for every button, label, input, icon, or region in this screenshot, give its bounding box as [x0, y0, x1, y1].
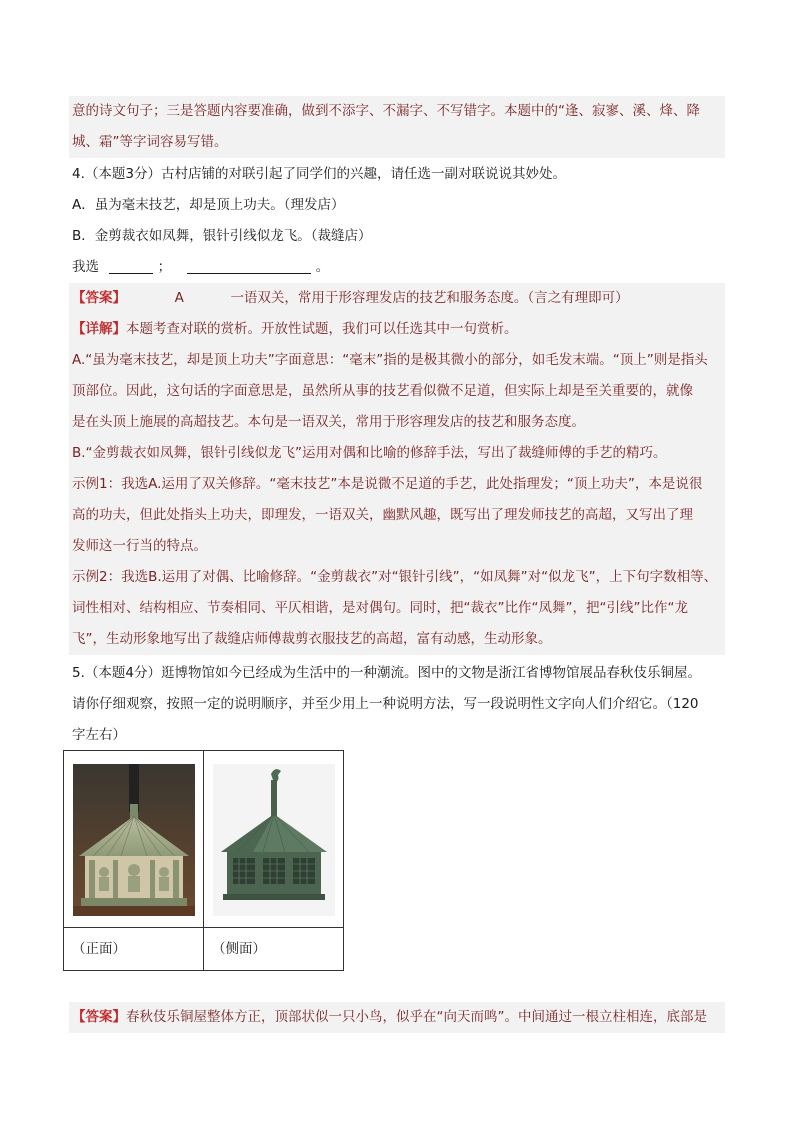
- question-4: [72, 159, 727, 283]
- artifact-figure-table: [63, 750, 344, 971]
- question-5-line: 字左右）: [72, 727, 126, 743]
- detail-intro-line: [69, 314, 725, 345]
- option-a: A．虽为毫末技艺，却是顶上功夫。（理发店）: [72, 197, 345, 213]
- answer-text: 一语双关，常用于形容理发店的技艺和服务态度。（言之有理即可）: [230, 290, 629, 306]
- option-b: B．金剪裁衣如凤舞，银针引线似龙飞。（裁缝店）: [72, 228, 372, 244]
- detail-line: 高的功夫，但此处指头上功夫，即理发，一语双关，幽默风趣，既写出了理发师技艺的高超，又写出了理: [72, 507, 693, 523]
- answer-5-line: [69, 1002, 725, 1033]
- answer-5-tag: 【答案】: [72, 1009, 126, 1025]
- explanation-line: 城、霜”等字词容易写错。: [72, 134, 228, 150]
- answer-tag: 【答案】: [72, 290, 126, 306]
- detail-line: 发师这一行当的特点。: [72, 538, 207, 554]
- reason-blank[interactable]: [187, 257, 311, 274]
- detail-line: 顶部位。因此，这句话的字面意思是，虽然所从事的技艺看似微不足道，但实际上却是至关重要的，就像: [72, 383, 693, 399]
- question-5-line: 5.（本题4分）逛博物馆如今已经成为生活中的一种潮流。图中的文物是浙江省博物馆展品春秋伎乐铜屋。: [72, 665, 701, 681]
- detail-line: B.“金剪裁衣如凤舞，银针引线似龙飞”运用对偶和比喻的修辞手法，写出了裁缝师傅的手艺的精巧。: [72, 445, 667, 461]
- choice-prefix: 我选: [72, 259, 99, 275]
- answer-5-text: 春秋伎乐铜屋整体方正，顶部状似一只小鸟，似乎在“向天而鸣”。中间通过一根立柱相连，底部是: [126, 1009, 707, 1025]
- question-5-line: 请你仔细观察，按照一定的说明顺序，并至少用上一种说明方法，写一段说明性文字向人们介绍它。（120: [72, 696, 699, 712]
- detail-line: 是在头顶上施展的高超技艺。本句是一语双关，常用于形容理发店的技艺和服务态度。: [72, 414, 585, 430]
- choice-end: 。: [315, 259, 330, 275]
- answer-choice: A: [174, 290, 184, 306]
- answer-5-block: [69, 1002, 725, 1033]
- detail-line: 示例2：我选B.运用了对偶、比喻修辞。“金剪裁衣”对“银针引线”，“如凤舞”对“似龙飞”，上下句字数相等、: [72, 569, 718, 585]
- detail-line: 示例1：我选A.运用了双关修辞。“毫末技艺”本是说微不足道的手艺，此处指理发；“顶上功夫”，本是说很: [72, 476, 703, 492]
- front-caption: （正面）: [64, 928, 204, 971]
- detail-tag: 【详解】: [72, 321, 126, 337]
- front-image-cell: [64, 751, 204, 928]
- previous-explanation-block: [69, 96, 725, 158]
- explanation-line: 意的诗文句子；三是答题内容要准确，做到不添字、不漏字、不写错字。本题中的“逢、寂寥、溪、烽、降: [72, 103, 700, 119]
- choice-blank[interactable]: [109, 257, 153, 274]
- answer-detail-block: [69, 283, 725, 655]
- detail-intro: 本题考查对联的赏析。开放性试题，我们可以任选其中一句赏析。: [126, 321, 518, 337]
- bronze-house-side-photo: [213, 764, 335, 916]
- side-image-cell: [204, 751, 344, 928]
- bronze-house-front-photo: [73, 764, 195, 916]
- question-4-stem: 4.（本题3分）古村店铺的对联引起了同学们的兴趣，请任选一副对联说说其妙处。: [72, 166, 566, 182]
- choice-separator: ；: [157, 259, 172, 275]
- question-5: [72, 658, 727, 751]
- detail-line: 词性相对、结构相应、节奏相同、平仄相谐，是对偶句。同时，把“裁衣”比作“凤舞”，把“引线”比作“龙: [72, 600, 688, 616]
- detail-line: A.“虽为毫末技艺，却是顶上功夫”字面意思：“毫末”指的是极其微小的部分，如毛发末端。“顶上”则是指头: [72, 352, 708, 368]
- choice-line: [72, 252, 727, 283]
- side-caption: （侧面）: [204, 928, 344, 971]
- answer-4-line: [69, 283, 725, 314]
- detail-line: 飞”，生动形象地写出了裁缝店师傅裁剪衣服技艺的高超，富有动感，生动形象。: [72, 631, 552, 647]
